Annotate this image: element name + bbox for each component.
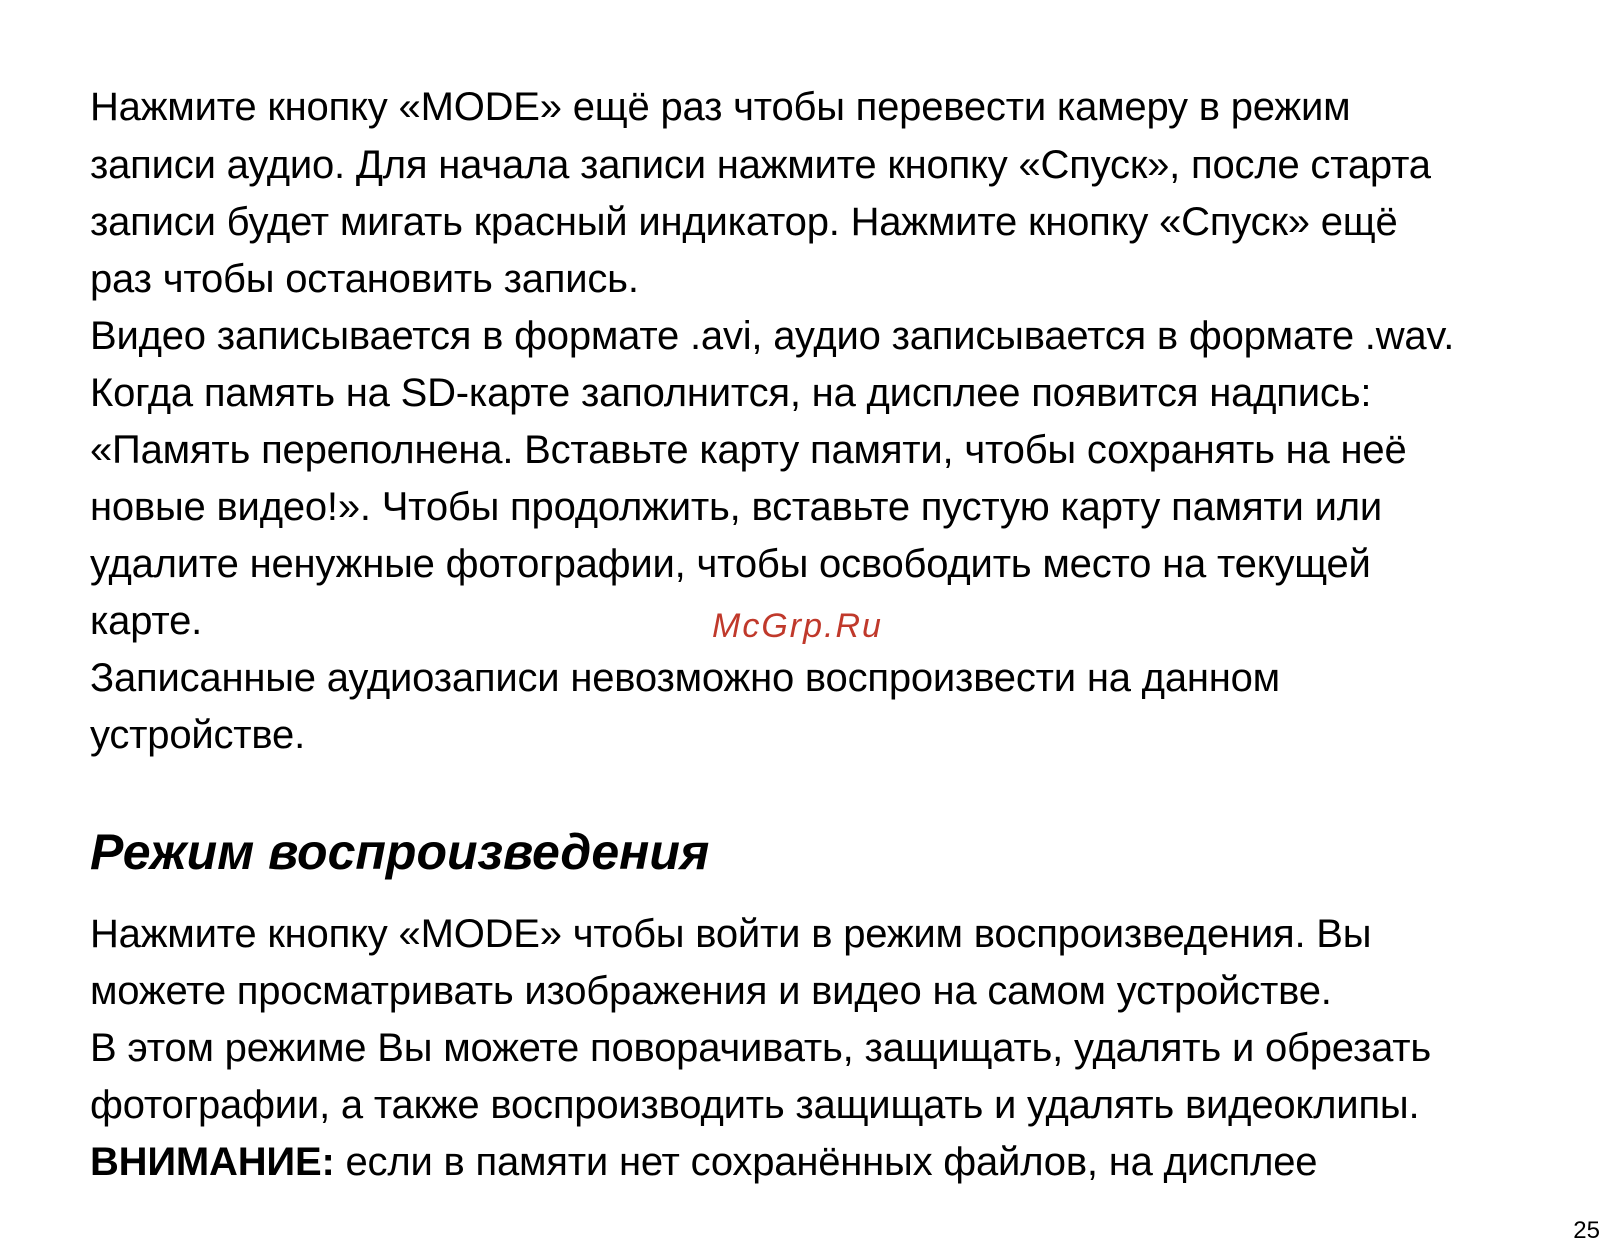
text-line: Видео записывается в формате .avi, аудио записывается в формате .wav. [90,314,1455,358]
text-line: раз чтобы остановить запись. [90,257,639,301]
section-heading: Режим воспроизведения [90,824,710,880]
page-number: 25 [1573,1217,1600,1244]
warning-line [90,1133,1317,1191]
warning-label: ВНИМАНИЕ: [90,1140,335,1184]
warning-text: если в памяти нет сохранённых файлов, на дисплее [334,1140,1318,1184]
text-line: записи будет мигать красный индикатор. Нажмите кнопку «Спуск» ещё [90,200,1398,244]
text-line: фотографии, а также воспроизводить защищать и удалять видеоклипы. [90,1083,1420,1127]
text-line: записи аудио. Для начала записи нажмите кнопку «Спуск», после старта [90,143,1431,187]
text-line: Нажмите кнопку «MODE» ещё раз чтобы перевести камеру в режим [90,85,1351,129]
text-line: удалите ненужные фотографии, чтобы освободить место на текущей [90,542,1371,586]
text-line: устройстве. [90,713,305,757]
watermark: McGrp.Ru [712,607,883,645]
text-line: Когда память на SD-карте заполнится, на дисплее появится надпись: [90,371,1372,415]
text-line: Нажмите кнопку «MODE» чтобы войти в режим воспроизведения. Вы [90,912,1372,956]
text-line: «Память переполнена. Вставьте карту памяти, чтобы сохранять на неё [90,428,1407,472]
text-line: карте. [90,599,203,643]
text-line: новые видео!». Чтобы продолжить, вставьте пустую карту памяти или [90,485,1383,529]
text-line: Записанные аудиозаписи невозможно воспроизвести на данном [90,656,1280,700]
text-line: В этом режиме Вы можете поворачивать, защищать, удалять и обрезать [90,1026,1432,1070]
text-line: можете просматривать изображения и видео на самом устройстве. [90,969,1332,1013]
